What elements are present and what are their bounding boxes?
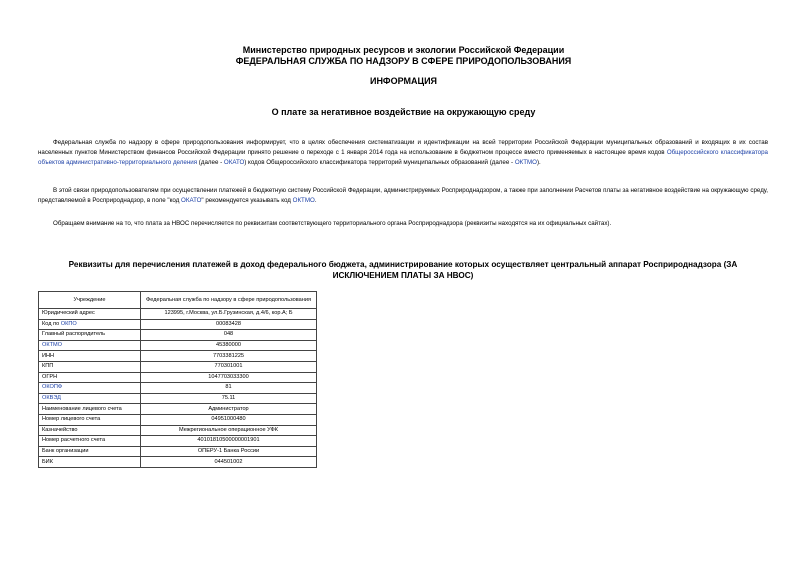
header-label: Учреждение bbox=[39, 292, 141, 309]
row-label bbox=[39, 383, 141, 394]
table-row bbox=[39, 414, 317, 425]
table-row bbox=[39, 372, 317, 383]
row-label bbox=[39, 414, 141, 425]
okato-link[interactable]: ОКАТО bbox=[223, 159, 245, 166]
ministry-title: Министерство природных ресурсов и экологии Российской Федерации bbox=[242, 45, 565, 55]
row-label-text: КПП bbox=[42, 363, 54, 370]
row-label-text: Код по bbox=[42, 320, 61, 327]
row-value: Межрегиональное операционное УФК bbox=[141, 425, 317, 436]
row-label-text: Наименование лицевого счета bbox=[42, 405, 122, 412]
row-value: 123995, г.Москва, ул.Б.Грузинская, д.4/6, кор.А; Б bbox=[141, 309, 317, 320]
row-label-text: Номер лицевого счета bbox=[42, 416, 101, 423]
row-label-text: ИНН bbox=[42, 352, 55, 359]
row-value: 770301001 bbox=[141, 361, 317, 372]
row-label-link[interactable]: ОКТМО bbox=[42, 342, 63, 349]
row-value: 1047703033300 bbox=[141, 372, 317, 383]
table-row bbox=[39, 404, 317, 415]
row-label-text: Банк организации bbox=[42, 448, 89, 455]
service-title: ФЕДЕРАЛЬНАЯ СЛУЖБА ПО НАДЗОРУ В СФЕРЕ ПРИРОДОПОЛЬЗОВАНИЯ bbox=[235, 56, 572, 66]
row-label bbox=[39, 319, 141, 330]
info-heading: ИНФОРМАЦИЯ bbox=[369, 76, 438, 86]
oktmo-link[interactable]: ОКТМО bbox=[514, 159, 537, 166]
p2-text-b: " рекомендуется указывать код bbox=[201, 197, 293, 204]
row-label-text: Казначейство bbox=[42, 426, 78, 433]
row-value: 04951000480 bbox=[141, 414, 317, 425]
row-label-link[interactable]: ОКОПФ bbox=[42, 384, 63, 391]
table-row bbox=[39, 351, 317, 362]
row-label bbox=[39, 436, 141, 447]
row-value: 45380000 bbox=[141, 340, 317, 351]
header-value: Федеральная служба по надзору в сфере природопользования bbox=[141, 292, 317, 309]
row-label bbox=[39, 425, 141, 436]
table-row bbox=[39, 309, 317, 320]
paragraph-3 bbox=[38, 219, 768, 229]
table-row bbox=[39, 330, 317, 341]
row-label-link[interactable]: ОКПО bbox=[60, 320, 77, 327]
okato-link-2[interactable]: ОКАТО bbox=[181, 197, 202, 204]
row-label-text: ОГРН bbox=[42, 373, 58, 380]
table-row bbox=[39, 446, 317, 457]
row-label bbox=[39, 351, 141, 362]
p1-text-b: (далее - bbox=[197, 159, 224, 166]
row-label bbox=[39, 404, 141, 415]
table-row bbox=[39, 361, 317, 372]
p3-text: Обращаем внимание на то, что плата за НВОС перечисляется по реквизитам соответствующего территориального органа Росприроднадзора (реквизиты находятся на их официальных сайтах). bbox=[53, 220, 612, 227]
row-value: 7703381225 bbox=[141, 351, 317, 362]
table-row bbox=[39, 425, 317, 436]
row-label bbox=[39, 340, 141, 351]
row-value: 40101810500000001901 bbox=[141, 436, 317, 447]
row-label bbox=[39, 372, 141, 383]
table-row bbox=[39, 319, 317, 330]
row-value: Администратор bbox=[141, 404, 317, 415]
row-label-text: БИК bbox=[42, 458, 53, 465]
row-value: 00083428 bbox=[141, 319, 317, 330]
p1-text-d: ). bbox=[536, 159, 541, 166]
paragraph-2 bbox=[38, 186, 768, 206]
requisites-title: Реквизиты для перечисления платежей в доход федерального бюджета, администрирование которых осуществляет центральный аппарат Росприроднадзора (ЗА ИСКЛЮЧЕНИЕМ ПЛАТЫ ЗА НВОС) bbox=[68, 260, 738, 280]
table-header-row bbox=[39, 292, 317, 309]
paragraph-1 bbox=[38, 138, 768, 168]
row-label bbox=[39, 457, 141, 468]
row-value: 048 bbox=[141, 330, 317, 341]
row-value: 044501002 bbox=[141, 457, 317, 468]
requisites-table bbox=[38, 291, 317, 468]
subject-heading: О плате за негативное воздействие на окружающую среду bbox=[271, 107, 536, 117]
row-label-text: Главный распорядитель bbox=[42, 331, 106, 338]
oktmo-link-2[interactable]: ОКТМО bbox=[292, 197, 315, 204]
row-value: ОПЕРУ-1 Банка России bbox=[141, 446, 317, 457]
row-value: 81 bbox=[141, 383, 317, 394]
table-row bbox=[39, 383, 317, 394]
p2-text-c: . bbox=[314, 197, 317, 204]
row-label-link[interactable]: ОКВЭД bbox=[42, 395, 61, 402]
row-label bbox=[39, 393, 141, 404]
row-label bbox=[39, 361, 141, 372]
row-label bbox=[39, 446, 141, 457]
okato-classifier-link[interactable]: Общероссийского классификатора объектов административно-территориального деления bbox=[38, 149, 768, 166]
p1-text-a: Федеральная служба по надзору в сфере природопользования информирует, что в целях обеспечения систематизации и идентификации на всей территории Российской Федерации муниципальных образований и входящих в их состав населенных пунктов Министерством финансов Российской Федерации принято решение о переходе с 1 января 2014 года на использование в бюджетном процессе вместо применяемых в настоящее время кодов bbox=[38, 139, 768, 156]
row-label-text: Номер расчетного счета bbox=[42, 437, 106, 444]
row-label bbox=[39, 330, 141, 341]
table-row bbox=[39, 393, 317, 404]
table-row bbox=[39, 436, 317, 447]
row-label-text: Юридический адрес bbox=[42, 310, 95, 317]
row-value: 75.11 bbox=[141, 393, 317, 404]
table-row bbox=[39, 340, 317, 351]
p2-text-a: В этой связи природопользователям при осуществлении платежей в бюджетную систему Российской Федерации, администрируемых Росприроднадзором, а также при заполнении Расчетов платы за негативное воздействие на окружающую среду, представляемой в Росприроднадзор, в поле "код bbox=[38, 187, 768, 204]
p1-text-c: ) кодов Общероссийского классификатора территорий муниципальных образований (далее - bbox=[244, 159, 515, 166]
row-label bbox=[39, 309, 141, 320]
table-row bbox=[39, 457, 317, 468]
